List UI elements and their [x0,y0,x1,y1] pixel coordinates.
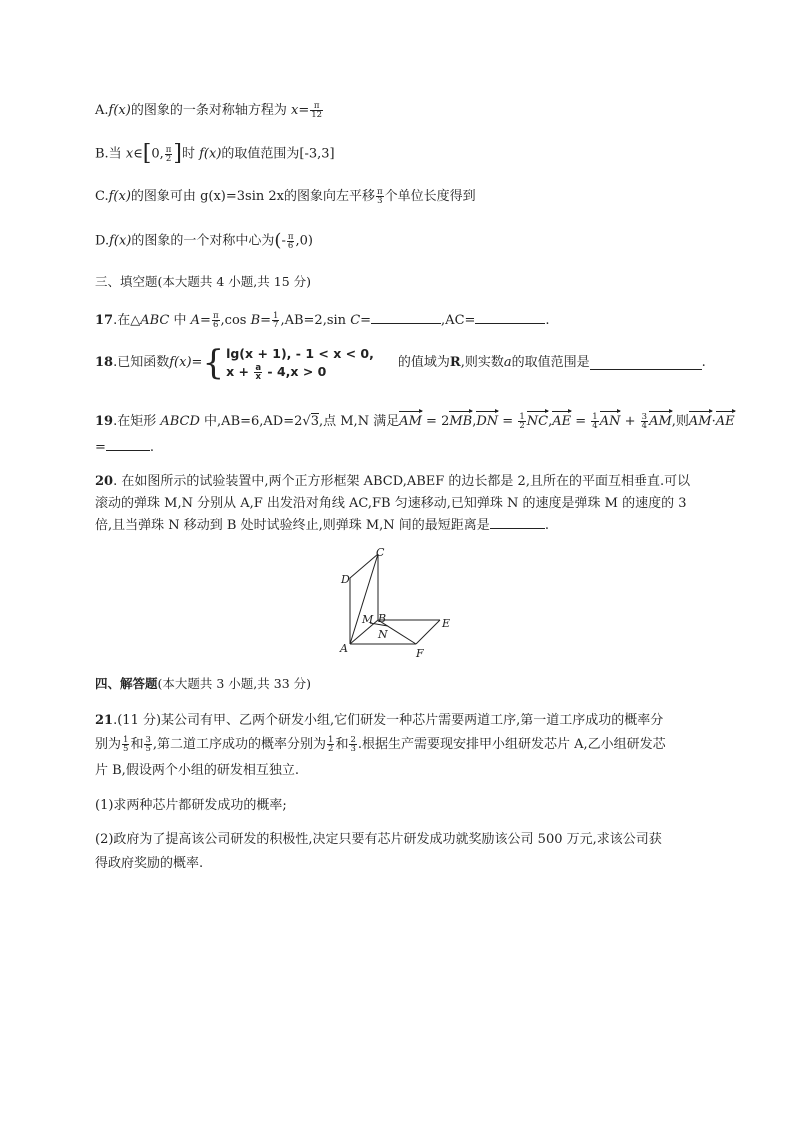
fraction: $\frac{1}{5}$ [123,735,129,754]
fraction: $\frac{\pi}{6}$ [212,311,219,330]
question-21-part-1: (1)求两种芯片都研发成功的概率; [95,798,287,813]
label-e: E [442,617,451,630]
fraction: $\frac{1}{4}$ [592,412,598,431]
question-19-answer-line: = . [95,440,155,455]
label-f: F [416,647,424,660]
label-c: C [376,546,385,559]
edge-EF [416,620,440,644]
label-a: A [340,642,348,655]
label-b: B [378,612,387,625]
left-bracket: [ [142,141,152,166]
answer-blank[interactable] [371,311,441,324]
option-c: C.f(x)的图象可由 g(x)=3sin 2x的图象向左平移 $\frac{\pi}{3}$ 个单位长度得到 [95,187,476,206]
answer-blank[interactable] [475,311,545,324]
fraction: $\frac{2}{3}$ [350,735,356,754]
fraction: $\frac{3}{5}$ [145,735,151,754]
fraction: $\frac{\pi}{6}$ [287,231,294,251]
piecewise-brace: { [202,343,225,383]
option-b: B.当 x∈[0, $\frac{\pi}{2}$ ]时 f(x)的取值范围为[-3,3] [95,141,335,166]
answer-blank[interactable] [490,516,545,529]
question-17: 17.在△ABC 中 A= $\frac{\pi}{6}$ ,cos B= $\frac{1}{7}$ ,AB=2,sin C= ,AC= . [95,311,550,330]
fraction: $\frac{\pi}{3}$ [376,187,383,206]
question-21-part-2-line-2: 得政府奖励的概率. [95,856,204,871]
fraction: $\frac{1}{7}$ [273,311,279,330]
question-20: 20. 在如图所示的试验装置中,两个正方形框架 ABCD,ABEF 的边长都是 2,且所在的平面互相垂直.可以滚动的弹珠 M,N 分别从 A,F 出发沿对角线 AC,FB 匀速移动,已知弹珠 N 的速度是弹珠 M 的速度的 3 倍,且当弹珠 N 移动到 B 处时试验终止,则弹珠 M,N 间的最短距离是 . [95,474,691,533]
geometry-figure [336,545,466,660]
label-d: D [341,573,350,586]
edge-AC [350,554,378,644]
fraction: $\frac{1}{2}$ [519,412,525,431]
question-19: 19.在矩形 ABCD 中,AB=6,AD=2√3,点 M,N 满足AM = 2MB,DN = $\frac{1}{2}$ NC,AE = $\frac{1}{4}$ AN + $\frac{3}{4}$ AM,则AM·AE [95,412,735,431]
question-21-line-1: 21.(11 分)某公司有甲、乙两个研发小组,它们研发一种芯片需要两道工序,第一道工序成功的概率分 [95,713,664,728]
fraction: $\frac{1}{2}$ [328,735,334,754]
section-3-heading: 三、填空题(本大题共 4 小题,共 15 分) [95,274,311,289]
fraction: $\frac{a}{x}$ [255,363,262,382]
piecewise-cases: lg(x + 1), - 1 < x < 0, x + $\frac{a}{x}$ - 4,x > 0 [226,346,374,382]
question-18: 18 .已知函数 f(x) = { lg(x + 1), - 1 < x < 0, x + $\frac{a}{x}$ - 4,x > 0 的值域为 R ,则实数 a 的取值范围是 . [95,343,706,383]
option-d: D.f(x)的图象的一个对称中心为(- $\frac{\pi}{6}$ ,0) [95,230,313,251]
answer-blank[interactable] [590,357,702,370]
fraction: $\frac{3}{4}$ [641,412,648,431]
question-21-line-2: 别为 $\frac{1}{5}$ 和 $\frac{3}{5}$ ,第二道工序成功的概率分别为 $\frac{1}{2}$ 和 $\frac{2}{3}$ .根据生产需要现安排甲小组研发芯片 A,乙小组研发芯 [95,735,666,754]
question-21-part-2-line-1: (2)政府为了提高该公司研发的积极性,决定只要有芯片研发成功就奖励该公司 500 万元,求该公司获 [95,832,662,847]
question-21-line-3: 片 B,假设两个小组的研发相互独立. [95,763,299,778]
sqrt-sign: √ [302,414,311,429]
option-a: A.f(x)的图象的一条对称轴方程为 x= $\frac{\pi}{12}$ [95,101,323,120]
label-n: N [378,628,388,641]
fraction: $\frac{\pi}{12}$ [311,101,323,120]
section-4-heading: 四、解答题(本大题共 3 小题,共 33 分) [95,676,311,691]
label-m: M [362,613,374,626]
right-bracket: ] [173,141,182,166]
answer-blank[interactable] [106,438,150,451]
fraction: $\frac{\pi}{2}$ [165,144,172,164]
